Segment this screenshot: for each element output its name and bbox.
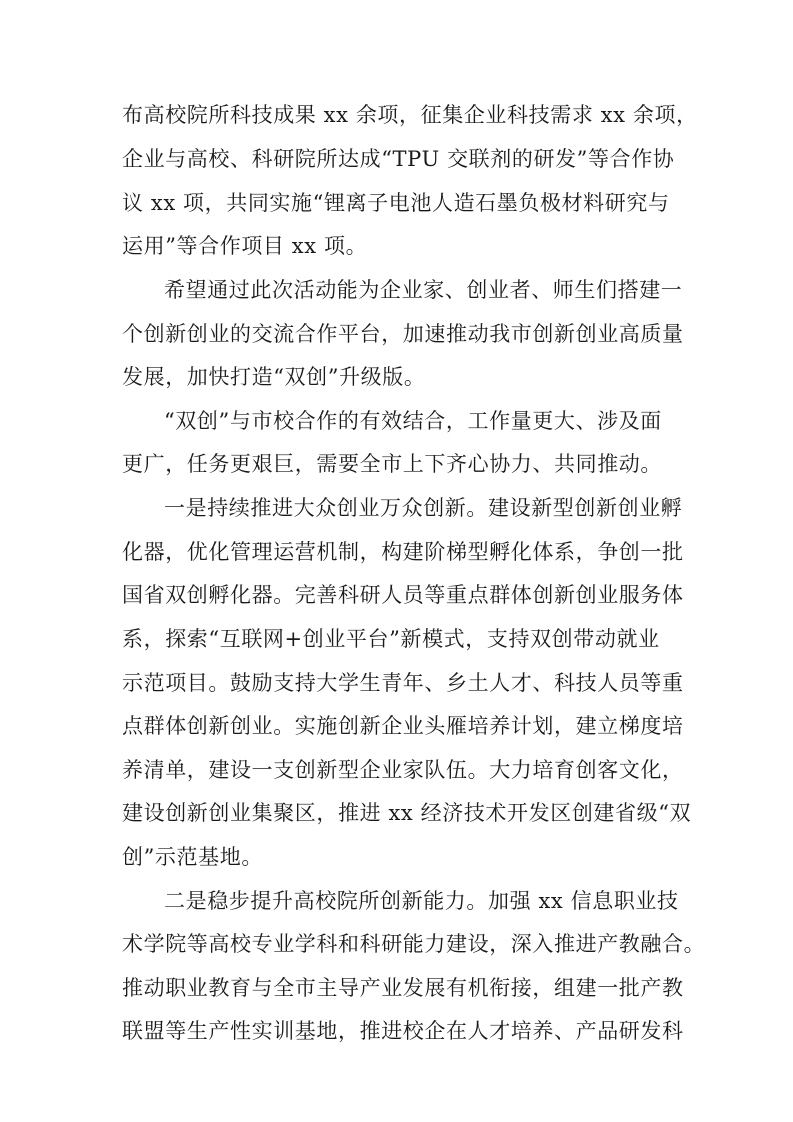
text-line: 术学院等高校专业学科和科研能力建设，深入推进产教融合。 (122, 932, 706, 956)
text-line: 建设创新创业集聚区，推进 xx 经济技术开发区创建省级“双 (122, 801, 692, 825)
paragraph-first-line: 二是稳步提升高校院所创新能力。加强 xx 信息职业技 (164, 889, 679, 913)
text-line: 更广，任务更艰巨，需要全市上下齐心协力、共同推动。 (122, 452, 662, 476)
text-line: 化器，优化管理运营机制，构建阶梯型孵化体系，争创一批 (122, 540, 684, 564)
text-line: 发展，加快打造“双创”升级版。 (122, 365, 426, 389)
paragraph-first-line: 一是持续推进大众创业万众创新。建设新型创新创业孵 (164, 496, 683, 520)
text-line: 联盟等生产性实训基地，推进校企在人才培养、产品研发科 (122, 1019, 684, 1043)
text-line: 个创新创业的交流合作平台，加速推动我市创新创业高质量 (122, 322, 684, 346)
paragraph-first-line: “双创”与市校合作的有效结合，工作量更大、涉及面 (164, 409, 662, 433)
text-line: 布高校院所科技成果 xx 余项，征集企业科技需求 xx 余项， (122, 103, 698, 127)
text-line: 养清单，建设一支创新型企业家队伍。大力培育创客文化， (122, 758, 684, 782)
text-line: 运用”等合作项目 xx 项。 (122, 234, 368, 258)
paragraph-first-line: 希望通过此次活动能为企业家、创业者、师生们搭建一 (164, 278, 683, 302)
text-line: 点群体创新创业。实施创新企业头雁培养计划，建立梯度培 (122, 714, 684, 738)
text-line: 推动职业教育与全市主导产业发展有机衔接，组建一批产教 (122, 976, 684, 1000)
text-line: 国省双创孵化器。完善科研人员等重点群体创新创业服务体 (122, 583, 684, 607)
text-line: 企业与高校、科研院所达成“TPU 交联剂的研发”等合作协 (122, 147, 675, 171)
text-line: 创”示范基地。 (122, 845, 263, 869)
text-line: 系，探索“互联网+创业平台”新模式，支持双创带动就业 (122, 627, 660, 651)
text-line: 议 xx 项，共同实施“锂离子电池人造石墨负极材料研究与 (122, 191, 670, 215)
text-line: 示范项目。鼓励支持大学生青年、乡土人才、科技人员等重 (122, 671, 684, 695)
